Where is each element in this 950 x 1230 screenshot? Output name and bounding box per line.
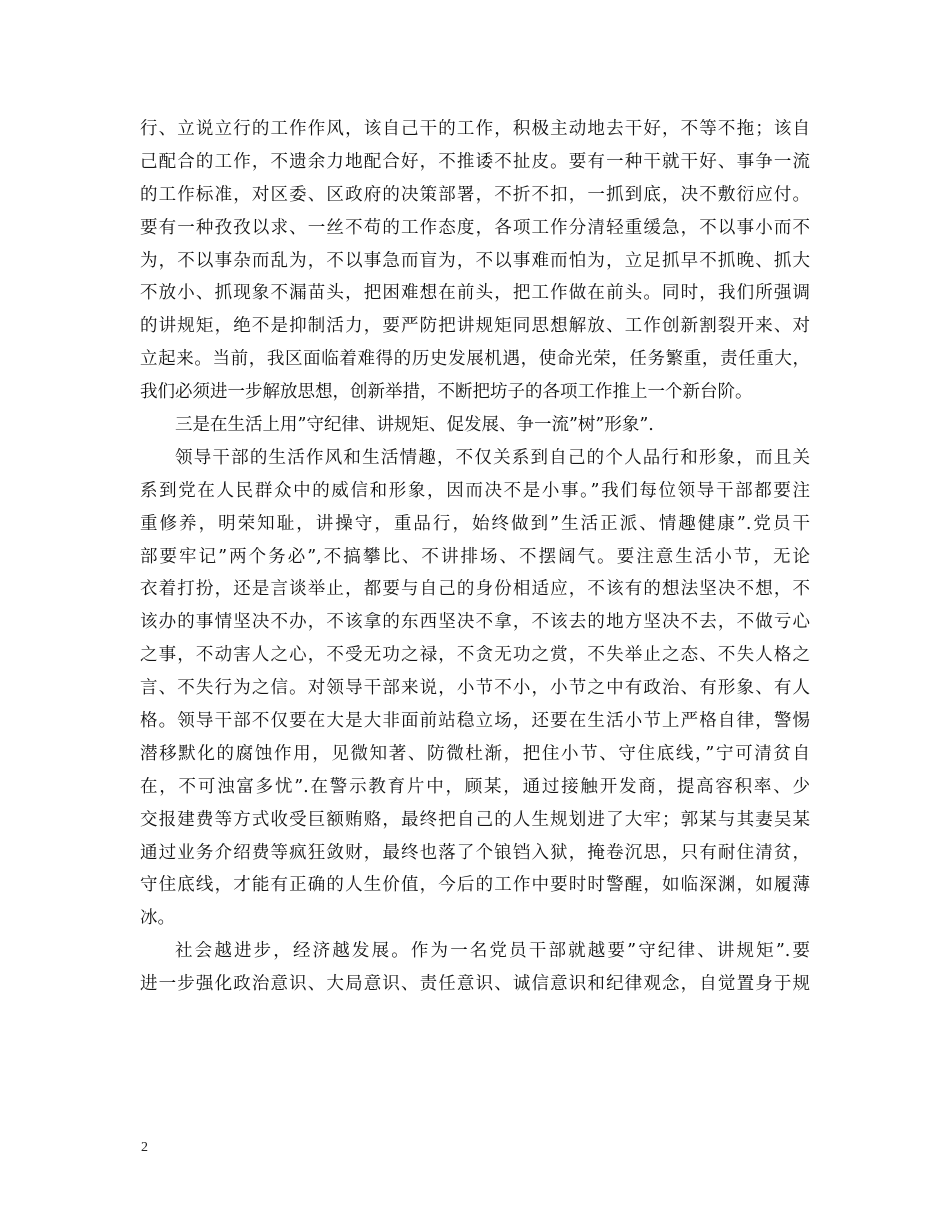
text-line: 潜移默化的腐蚀作用，见微知著、防微杜渐，把住小节、守住底线，”宁可清贫自 (140, 743, 810, 764)
text-line: 守住底线，才能有正确的人生价值，今后的工作中要时时警醒，如临深渊，如履薄 (140, 875, 810, 896)
text-line: 不放小、抓现象不漏苗头，把困难想在前头，把工作做在前头。同时，我们所强调 (140, 283, 810, 304)
text-line: 重修养，明荣知耻，讲操守，重品行，始终做到”生活正派、情趣健康”.党员干 (140, 513, 810, 534)
text-line: 己配合的工作，不遗余力地配合好，不推诿不扯皮。要有一种干就干好、事争一流 (140, 151, 810, 172)
text-line: 之事，不动害人之心，不受无功之禄，不贪无功之赏，不失举止之态、不失人格之 (140, 645, 810, 666)
text-line: 通过业务介绍费等疯狂敛财，最终也落了个锒铛入狱，掩卷沉思，只有耐住清贫， (140, 842, 810, 863)
text-line: 系到党在人民群众中的威信和形象，因而决不是小事。”我们每位领导干部都要注 (140, 480, 810, 501)
text-line: 行、立说立行的工作作风，该自己干的工作，积极主动地去干好，不等不拖；该自 (140, 119, 810, 139)
text-line: 立起来。当前，我区面临着难得的历史发展机遇，使命光荣，任务繁重，责任重大， (140, 349, 810, 370)
section-heading: 三是在生活上用”守纪律、讲规矩、促发展、争一流”树”形象”. (175, 415, 654, 436)
document-body (140, 113, 810, 1001)
text-line: 言、不失行为之信。对领导干部来说，小节不小，小节之中有政治、有形象、有人 (140, 678, 810, 699)
text-line: 冰。 (140, 908, 175, 929)
text-line: 该办的事情坚决不办，不该拿的东西坚决不拿，不该去的地方坚决不去，不做亏心 (140, 612, 810, 633)
text-line: 衣着打扮，还是言谈举止，都要与自己的身份相适应，不该有的想法坚决不想，不 (140, 579, 810, 600)
text-line: 社会越进步，经济越发展。作为一名党员干部就越要”守纪律、讲规矩”.要 (175, 941, 810, 962)
text-line: 我们必须进一步解放思想，创新举措，不断把坊子的各项工作推上一个新台阶。 (140, 382, 753, 403)
text-line: 要有一种孜孜以求、一丝不苟的工作态度，各项工作分清轻重缓急，不以事小而不 (140, 217, 810, 238)
text-line: 为，不以事杂而乱为，不以事急而盲为，不以事难而怕为，立足抓早不抓晚、抓大 (140, 250, 810, 271)
text-line: 进一步强化政治意识、大局意识、责任意识、诚信意识和纪律观念，自觉置身于规 (140, 974, 810, 995)
text-line: 交报建费等方式收受巨额贿赂，最终把自己的人生规划进了大牢；郭某与其妻吴某 (140, 809, 810, 830)
text-line: 的讲规矩，绝不是抑制活力，要严防把讲规矩同思想解放、工作创新割裂开来、对 (140, 316, 810, 337)
text-line: 的工作标准，对区委、区政府的决策部署，不折不扣，一抓到底，决不敷衍应付。 (140, 184, 810, 205)
text-line: 部要牢记”两个务必”,不搞攀比、不讲排场、不摆阔气。要注意生活小节，无论 (140, 546, 810, 567)
text-line: 领导干部的生活作风和生活情趣，不仅关系到自己的个人品行和形象，而且关 (175, 447, 810, 468)
text-line: 在，不可浊富多忧”.在警示教育片中，顾某，通过接触开发商，提高容积率、少 (140, 776, 810, 797)
page-number: 2 (141, 1140, 148, 1155)
text-line: 格。领导干部不仅要在大是大非面前站稳立场，还要在生活小节上严格自律，警惕 (140, 711, 810, 732)
